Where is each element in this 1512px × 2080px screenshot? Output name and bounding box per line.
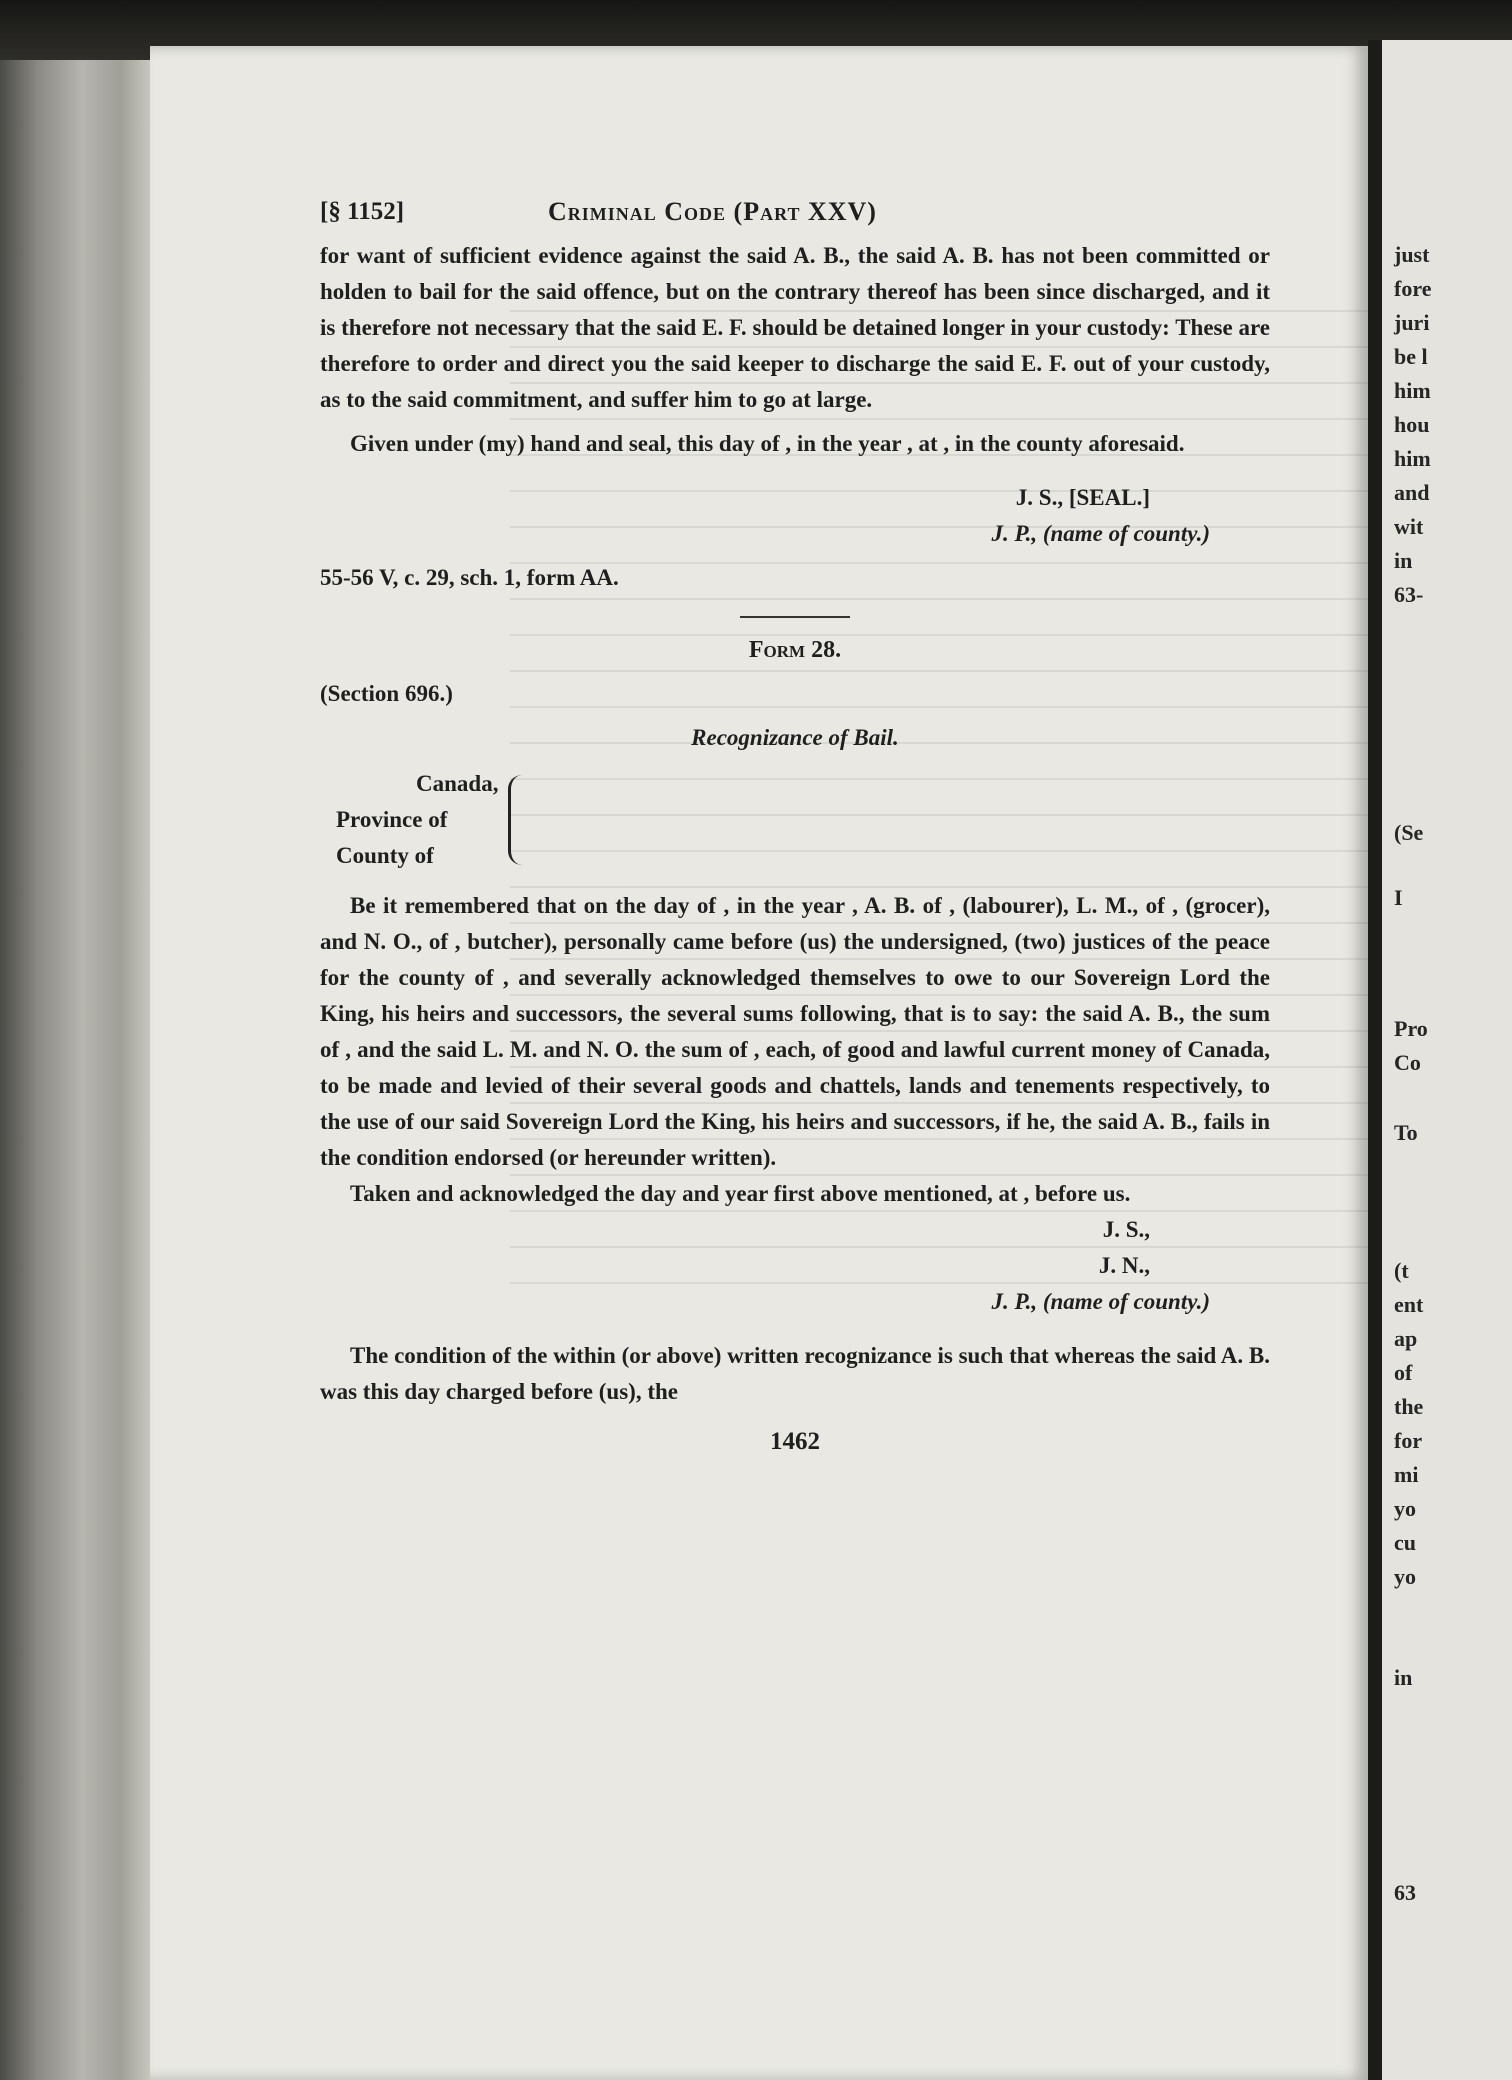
- form-title: Form 28.: [748, 637, 842, 663]
- facing-page: [1382, 40, 1512, 2080]
- facing-fragment: and: [1394, 480, 1430, 505]
- form-section-ref: (Section 696.): [320, 681, 453, 706]
- venue-brace: [508, 775, 529, 865]
- condition-paragraph: The condition of the within (or above) written recognizance is such that whereas the said A. B. was this day charged before (us), the: [320, 1343, 1270, 1404]
- facing-fragment: 63-: [1394, 582, 1424, 607]
- venue-block: [336, 766, 1270, 874]
- given-under-line: Given under (my) hand and seal, this day of , in the year , at , in the county aforesaid.: [350, 431, 1185, 456]
- justice-signature-2: J. N.,: [1098, 1253, 1150, 1278]
- facing-fragment: yo: [1394, 1564, 1416, 1589]
- signature-role: J. P., (name of county.): [991, 521, 1210, 546]
- facing-fragment: him: [1394, 446, 1431, 471]
- facing-fragment: yo: [1394, 1496, 1416, 1521]
- section-reference: [§ 1152]: [320, 198, 405, 225]
- facing-fragment: (t: [1394, 1258, 1409, 1283]
- section-divider: [740, 616, 850, 618]
- facing-fragment: be l: [1394, 344, 1428, 369]
- facing-fragment: for: [1394, 1428, 1423, 1453]
- venue-country: Canada,: [416, 771, 499, 796]
- facing-fragment: mi: [1394, 1462, 1419, 1487]
- facing-fragment: hou: [1394, 412, 1430, 437]
- facing-fragment: juri: [1394, 310, 1430, 335]
- recognizance-body: Be it remembered that on the day of , in the year , A. B. of , (labourer), L. M., of , (grocer), and N. O., of , butcher), personally came before (us) the undersigned, (two) justices of the peace for the county of , and severally acknowledged themselves to owe to our Sovereign Lord the King, his heirs and successors, the several sums following, that is to say: the said A. B., the sum of , and the said L. M. and N. O. the sum of , each, of good and lawful current money of Canada, to be made and levied of their several goods and chattels, lands and tenements respectively, to the use of our said Sovereign Lord the King, his heirs and successors, if he, the said A. B., fails in the condition endorsed (or hereunder written).: [320, 893, 1270, 1170]
- facing-fragment: of: [1394, 1360, 1413, 1385]
- facing-fragment: fore: [1394, 276, 1432, 301]
- facing-fragment: in: [1394, 1665, 1413, 1690]
- venue-province: Province of: [336, 807, 448, 832]
- page-title: Criminal Code (Part XXV): [548, 197, 877, 226]
- facing-fragment: wit: [1394, 514, 1424, 539]
- taken-line: Taken and acknowledged the day and year first above mentioned, at , before us.: [350, 1181, 1131, 1206]
- statute-citation: 55-56 V, c. 29, sch. 1, form AA.: [320, 565, 619, 590]
- facing-fragment: To: [1394, 1120, 1418, 1145]
- book-spine: [0, 60, 150, 2080]
- facing-fragment: (Se: [1394, 820, 1424, 845]
- signature-line: J. S., [SEAL.]: [1015, 485, 1150, 510]
- facing-fragment: in: [1394, 548, 1413, 573]
- facing-fragment: cu: [1394, 1530, 1416, 1555]
- facing-fragment: I: [1394, 885, 1403, 910]
- page-content: [320, 190, 1270, 1460]
- facing-fragment: ap: [1394, 1326, 1418, 1351]
- venue-county: County of: [336, 843, 434, 868]
- facing-fragment: just: [1394, 242, 1430, 267]
- page-gutter: [1368, 40, 1382, 2080]
- facing-fragment: ent: [1394, 1292, 1424, 1317]
- justice-signature-1: J. S.,: [1102, 1217, 1150, 1242]
- discharge-paragraph: for want of sufficient evidence against the said A. B., the said A. B. has not been committed or holden to bail for the said offence, but on the contrary thereof has been since discharged, and it is therefore not necessary that the said E. F. should be detained longer in your custody: These are therefore to order and direct you the said keeper to discharge the said E. F. out of your custody, as to the said commitment, and suffer him to go at large.: [320, 243, 1270, 412]
- facing-fragment: him: [1394, 378, 1431, 403]
- justice-signature-role: J. P., (name of county.): [991, 1289, 1210, 1314]
- page-number: 1462: [770, 1428, 820, 1455]
- facing-fragment: 63: [1394, 1880, 1416, 1905]
- form-subtitle: Recognizance of Bail.: [691, 725, 899, 750]
- running-header: [320, 190, 1270, 238]
- facing-fragment: the: [1394, 1394, 1424, 1419]
- facing-fragment: Pro: [1394, 1016, 1428, 1041]
- facing-fragment: Co: [1394, 1050, 1421, 1075]
